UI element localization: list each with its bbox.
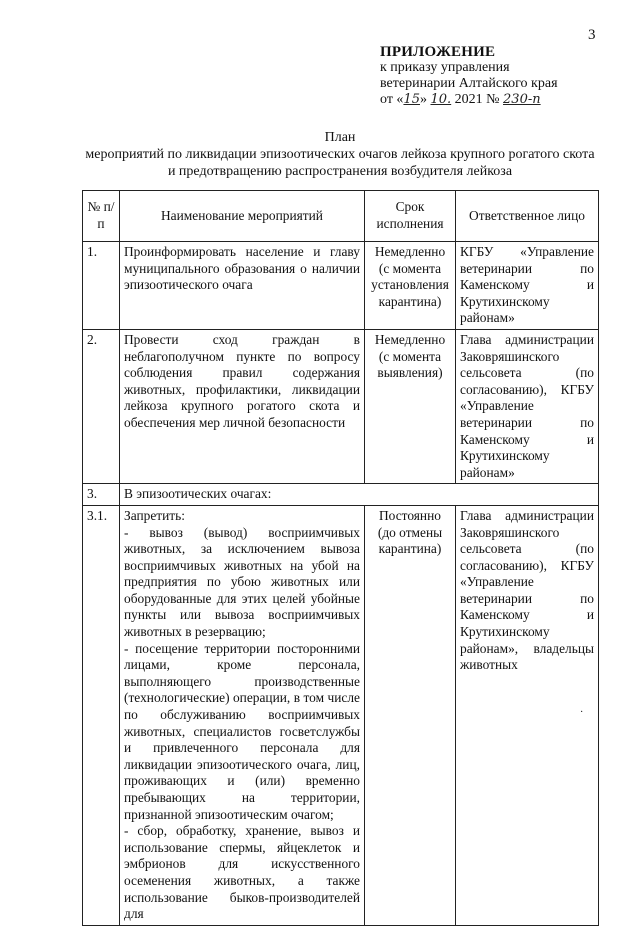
order-number: 230-п: [503, 92, 541, 107]
row-section-title: В эпизоотических очагах:: [120, 484, 599, 506]
title-line-1: План: [324, 130, 356, 145]
row-name: Проинформировать население и главу муниципального образования о наличии эпизоотического очага: [120, 242, 365, 330]
header-term: Срок исполнения: [365, 191, 456, 242]
row-term: Немедленно (с момента выявления): [365, 329, 456, 483]
prohibit-intro: Запретить:: [124, 507, 185, 523]
table-row: [83, 505, 599, 925]
page-number: 3: [588, 27, 596, 43]
header-num: № п/п: [83, 191, 120, 242]
date-month: 10.: [430, 92, 452, 107]
title-line-2: мероприятий по ликвидации эпизоотических очагов лейкоза крупного рогатого скота: [85, 147, 595, 162]
appendix-date-line: [380, 92, 558, 108]
prohibit-item: - сбор, обработку, хранение, вывоз и использование спермы, яйцеклеток и эмбрионов для искусственного осеменения животных, а также использование быков-производителей для: [124, 823, 360, 922]
date-year: 2021 №: [451, 92, 504, 107]
table-row: [83, 329, 599, 483]
row-term: Постоянно (до отмены карантина): [365, 505, 456, 925]
row-num: 3.1.: [83, 505, 120, 925]
table-header-row: [83, 191, 599, 242]
header-name: Наименование мероприятий: [120, 191, 365, 242]
row-num: 2.: [83, 329, 120, 483]
prohibit-item: - вывоз (вывод) восприимчивых животных, за исключением вывоза восприимчивых животных на убой на предприятия по убою животных или оборудованные для этих целей убойные пункты или вывоза восприимчивых животных в резервацию;: [124, 524, 360, 640]
document-title: [40, 129, 640, 180]
row-resp: Глава администрации Заковряшинского сельсовета (по согласованию), КГБУ «Управление ветеринарии по Каменскому и Крутихинскому районам»: [456, 329, 599, 483]
row-num: 3.: [83, 484, 120, 506]
title-line-3: и предотвращению распространения возбудителя лейкоза: [167, 164, 513, 179]
table-row: [83, 484, 599, 506]
date-mid: »: [419, 92, 431, 107]
appendix-line-1: к приказу управления: [380, 60, 510, 75]
header-resp: Ответственное лицо: [456, 191, 599, 242]
row-name: [120, 505, 365, 925]
prohibit-item: - посещение территории посторонними лицами, кроме персонала, выполняющего производственные (технологические) операции, в том числе по обслуживанию восприимчивых животных, специалистов госветслужбы и привлеченного персонала для ликвидации эпизоотического очага, лиц, проживающих и (или) временно пребывающих на территории, признанной эпизоотическим очагом;: [124, 640, 360, 822]
appendix-line-2: ветеринарии Алтайского края: [380, 76, 558, 91]
appendix-title: ПРИЛОЖЕНИЕ: [380, 44, 496, 60]
row-num: 1.: [83, 242, 120, 330]
row-term: Немедленно (с момента установления карантина): [365, 242, 456, 330]
row-resp: Глава администрации Заковряшинского сельсовета (по согласованию), КГБУ «Управление ветеринарии по Каменскому и Крутихинскому районам», владельцы животных: [456, 505, 599, 925]
table-row: [83, 242, 599, 330]
row-name: Провести сход граждан в неблагополучном пункте по вопросу соблюдения правил содержания животных, профилактики, ликвидации лейкоза крупного рогатого скота и обеспечения мер личной безопасности: [120, 329, 365, 483]
date-prefix: от «: [380, 92, 404, 107]
scan-dot: ·: [580, 707, 584, 718]
appendix-header: [380, 44, 558, 108]
row-resp: КГБУ «Управление ветеринарии по Каменскому и Крутихинскому районам»: [456, 242, 599, 330]
date-day: 15: [403, 92, 420, 107]
measures-table: [82, 190, 599, 926]
